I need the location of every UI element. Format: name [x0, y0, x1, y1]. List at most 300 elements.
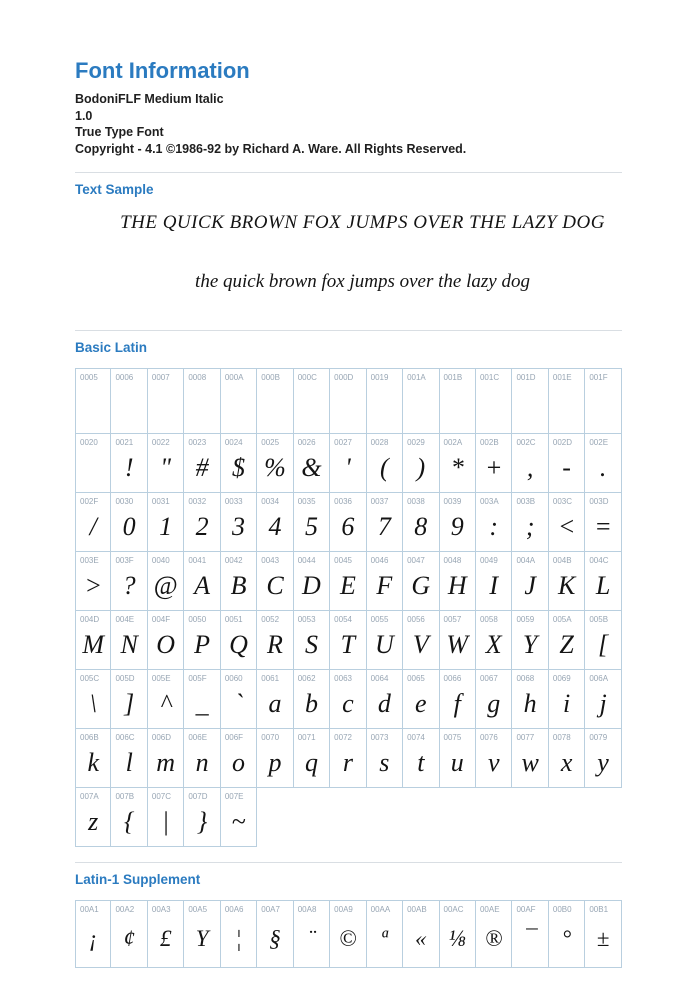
glyph-cell [440, 670, 476, 729]
glyph-char: 5 [304, 511, 318, 541]
glyph-code-label: 003E [80, 556, 99, 565]
glyph-char: % [264, 452, 286, 482]
glyph-cell [585, 670, 621, 729]
glyph-cell [184, 368, 220, 434]
glyph-cell [403, 434, 439, 493]
glyph-code-label: 0070 [261, 733, 280, 742]
glyph-char: § [269, 925, 281, 951]
glyph-code-label: 0050 [188, 615, 207, 624]
glyph-cell [330, 670, 366, 729]
glyph-code-label: 0053 [297, 615, 316, 624]
glyph-code-label: 005D [115, 674, 135, 683]
glyph-code-label: 0027 [334, 438, 352, 447]
glyph-char: T [340, 629, 356, 659]
glyph-code-label: 005E [151, 674, 171, 683]
glyph-cell [403, 729, 439, 788]
glyph-cell [184, 611, 220, 670]
glyph-cell [549, 368, 585, 434]
glyph-cell [184, 670, 220, 729]
glyph-cell [184, 900, 220, 968]
glyph-code-label: 003A [479, 497, 499, 506]
glyph-cell [476, 729, 512, 788]
glyph-code-label: 0060 [224, 674, 243, 683]
glyph-code-label: 0056 [407, 615, 425, 624]
glyph-cell [476, 900, 512, 968]
glyph-char: n [195, 747, 209, 777]
glyph-char: o [232, 747, 246, 777]
glyph-code-label: 006D [151, 733, 172, 742]
glyph-cell [585, 434, 621, 493]
glyph-code-label: 002F [80, 497, 99, 506]
glyph-code-label: 003F [115, 556, 134, 565]
glyph-code-label: 0073 [370, 733, 389, 742]
glyph-cell [148, 670, 184, 729]
glyph-code-label: 0005 [80, 373, 98, 382]
glyph-code-label: 0020 [80, 438, 98, 447]
glyph-char: © [339, 925, 357, 951]
glyph-code-label: 001C [479, 373, 500, 382]
glyph-cell [148, 368, 184, 434]
glyph-code-label: 0059 [516, 615, 535, 624]
glyph-char [111, 382, 146, 433]
glyph-code-label: 0006 [115, 373, 134, 382]
glyph-cell [75, 670, 111, 729]
glyph-char: K [557, 570, 576, 600]
glyph-cell [330, 729, 366, 788]
glyph-char: M [82, 629, 105, 659]
glyph-code-label: 004F [151, 615, 171, 624]
glyph-cell [294, 493, 330, 552]
glyph-cell [549, 493, 585, 552]
glyph-char: r [342, 747, 353, 777]
glyph-code-label: 0076 [479, 733, 498, 742]
glyph-code-label: 0024 [224, 438, 243, 447]
glyph-char: O [156, 629, 176, 659]
glyph-code-label: 0025 [261, 438, 280, 447]
glyph-char: £ [159, 925, 172, 951]
glyph-char: y [597, 747, 609, 777]
glyph-char: = [594, 511, 612, 541]
glyph-char: s [379, 747, 390, 777]
page-title: Font Information [75, 58, 250, 83]
glyph-cell [148, 900, 184, 968]
glyph-char [76, 447, 110, 492]
glyph-char: . [599, 452, 607, 482]
glyph-code-label: 0074 [407, 733, 425, 742]
glyph-code-label: 0043 [261, 556, 280, 565]
glyph-char: , [526, 452, 534, 482]
glyph-code-label: 000B [261, 373, 280, 382]
glyph-code-label: 0063 [334, 674, 352, 683]
glyph-code-label: 005F [188, 674, 207, 683]
glyph-char: / [89, 511, 97, 541]
glyph-char: : [489, 511, 499, 541]
glyph-code-label: 00AC [443, 905, 464, 914]
glyph-code-label: 003B [516, 497, 536, 506]
glyph-cell [221, 552, 257, 611]
glyph-char: ; [525, 511, 535, 541]
glyph-char: 6 [341, 511, 355, 541]
glyph-code-label: 0075 [443, 733, 462, 742]
font-type: True Type Font [75, 125, 164, 139]
glyph-cell [294, 611, 330, 670]
glyph-char: R [267, 629, 283, 659]
glyph-cell [148, 611, 184, 670]
glyph-cell [184, 493, 220, 552]
glyph-char: m [156, 747, 176, 777]
sample-uppercase: THE QUICK BROWN FOX JUMPS OVER THE LAZY DOG [120, 212, 605, 233]
glyph-cell [294, 368, 330, 434]
glyph-char: ^ [160, 688, 172, 718]
glyph-char: W [446, 629, 469, 659]
glyph-cell [111, 670, 147, 729]
glyph-char: d [377, 688, 391, 718]
glyph-cell [367, 368, 403, 434]
glyph-code-label: 006C [115, 733, 135, 742]
glyph-cell [221, 493, 257, 552]
glyph-code-label: 0062 [297, 674, 316, 683]
glyph-char: ¢ [123, 925, 135, 951]
glyph-code-label: 0045 [334, 556, 352, 565]
glyph-cell [294, 670, 330, 729]
glyph-code-label: 002E [589, 438, 609, 447]
glyph-code-label: 0046 [370, 556, 389, 565]
glyph-char: P [194, 629, 211, 659]
glyph-cell [148, 729, 184, 788]
glyph-char: L [595, 570, 611, 600]
glyph-cell [221, 670, 257, 729]
glyph-char [184, 382, 219, 433]
glyph-char: + [484, 452, 503, 482]
glyph-char: ¡ [88, 925, 98, 951]
glyph-cell [184, 434, 220, 493]
glyph-char: " [160, 452, 172, 482]
glyph-cell [75, 788, 111, 847]
glyph-cell [257, 900, 293, 968]
glyph-cell [75, 493, 111, 552]
glyph-code-label: 0042 [224, 556, 243, 565]
glyph-cell [512, 368, 548, 434]
glyph-code-label: 0021 [115, 438, 134, 447]
glyph-cell [111, 434, 147, 493]
glyph-code-label: 004B [552, 556, 572, 565]
section-divider [75, 862, 622, 863]
glyph-char: ( [380, 452, 389, 482]
glyph-cell [184, 788, 220, 847]
glyph-cell [512, 493, 548, 552]
glyph-char: g [487, 688, 501, 718]
glyph-code-label: 006F [224, 733, 244, 742]
glyph-char: ! [124, 452, 134, 482]
glyph-char [257, 382, 292, 433]
glyph-char: 3 [232, 511, 246, 541]
glyph-code-label: 00AE [479, 905, 500, 914]
glyph-cell [221, 611, 257, 670]
glyph-code-label: 007C [151, 792, 172, 801]
glyph-code-label: 0051 [224, 615, 243, 624]
font-version: 1.0 [75, 108, 93, 123]
glyph-cell [111, 900, 147, 968]
glyph-char [367, 382, 402, 433]
glyph-char [549, 382, 584, 433]
glyph-char: E [339, 570, 356, 600]
glyph-code-label: 000C [297, 373, 317, 382]
glyph-cell [75, 552, 111, 611]
glyph-char: Z [559, 629, 574, 659]
glyph-code-label: 005B [589, 615, 609, 624]
glyph-cell [330, 900, 366, 968]
glyph-char: z [88, 806, 99, 836]
section-divider [75, 330, 622, 331]
glyph-char: c [342, 688, 354, 718]
glyph-cell [257, 611, 293, 670]
glyph-cell [476, 552, 512, 611]
glyph-cell [111, 368, 147, 434]
glyph-cell [294, 729, 330, 788]
glyph-code-label: 00B0 [552, 905, 572, 914]
glyph-char: ® [484, 925, 503, 951]
glyph-cell [585, 368, 621, 434]
glyph-table-row [75, 788, 622, 847]
glyph-cell [440, 434, 476, 493]
glyph-cell [221, 434, 257, 493]
glyph-code-label: 0057 [443, 615, 462, 624]
glyph-table-row [75, 729, 622, 788]
glyph-char: ¦ [235, 925, 242, 951]
glyph-table-row [75, 611, 622, 670]
glyph-code-label: 0069 [552, 674, 571, 683]
glyph-char: C [266, 570, 284, 600]
glyph-char: V [412, 629, 429, 659]
glyph-char: v [487, 747, 500, 777]
glyph-code-label: 00A8 [297, 905, 317, 914]
glyph-code-label: 0023 [188, 438, 207, 447]
glyph-char: x [560, 747, 573, 777]
glyph-char: p [268, 747, 282, 777]
glyph-char: ? [122, 570, 136, 600]
glyph-code-label: 0058 [479, 615, 498, 624]
glyph-code-label: 0031 [151, 497, 170, 506]
glyph-code-label: 00A5 [188, 905, 208, 914]
glyph-code-label: 0033 [224, 497, 243, 506]
glyph-cell [440, 729, 476, 788]
glyph-char: A [194, 570, 211, 600]
section-divider [75, 172, 622, 173]
glyph-code-label: 00A6 [224, 905, 244, 914]
glyph-code-label: 0028 [370, 438, 389, 447]
glyph-cell [111, 788, 147, 847]
glyph-cell [257, 434, 293, 493]
glyph-cell [403, 493, 439, 552]
glyph-code-label: 0040 [151, 556, 170, 565]
glyph-code-label: 0007 [151, 373, 170, 382]
glyph-char [330, 382, 365, 433]
glyph-char: ¨ [307, 925, 316, 951]
glyph-char: l [125, 747, 133, 777]
glyph-char: F [376, 570, 393, 600]
glyph-cell [367, 611, 403, 670]
glyph-cell [257, 670, 293, 729]
glyph-char: ¯ [524, 925, 536, 951]
glyph-cell [367, 729, 403, 788]
glyph-cell [403, 368, 439, 434]
glyph-char: k [87, 747, 99, 777]
glyph-cell [111, 611, 147, 670]
glyph-cell [440, 493, 476, 552]
glyph-char: e [415, 688, 427, 718]
glyph-char: f [453, 688, 461, 718]
glyph-char: $ [232, 452, 246, 482]
glyph-code-label: 0065 [407, 674, 425, 683]
glyph-cell [512, 729, 548, 788]
glyph-cell [111, 729, 147, 788]
glyph-cell [75, 611, 111, 670]
glyph-code-label: 0079 [589, 733, 608, 742]
glyph-char: u [450, 747, 464, 777]
glyph-char: < [557, 511, 576, 541]
glyph-char: 9 [450, 511, 464, 541]
glyph-char: ~ [231, 806, 246, 836]
glyph-char: ⅛ [448, 925, 466, 951]
glyph-char [440, 382, 475, 433]
glyph-code-label: 003C [552, 497, 573, 506]
glyph-code-label: 0071 [297, 733, 316, 742]
glyph-code-label: 0066 [443, 674, 462, 683]
glyph-char: U [374, 629, 394, 659]
glyph-cell [585, 729, 621, 788]
glyph-code-label: 004C [589, 556, 609, 565]
glyph-char [221, 382, 256, 433]
glyph-char: S [304, 629, 318, 659]
glyph-char: 4 [268, 511, 282, 541]
glyph-cell [148, 788, 184, 847]
glyph-code-label: 0041 [188, 556, 207, 565]
glyph-code-label: 0049 [479, 556, 498, 565]
glyph-char: 1 [159, 511, 173, 541]
glyph-cell [111, 552, 147, 611]
glyph-code-label: 0038 [407, 497, 425, 506]
glyph-code-label: 006E [188, 733, 208, 742]
glyph-char: B [230, 570, 247, 600]
glyph-code-label: 00B1 [589, 905, 609, 914]
glyph-cell [184, 552, 220, 611]
glyph-char: [ [598, 629, 609, 659]
glyph-code-label: 001B [443, 373, 463, 382]
glyph-cell [512, 900, 548, 968]
glyph-char: ] [124, 688, 135, 718]
glyph-char [294, 382, 329, 433]
glyph-code-label: 0029 [407, 438, 425, 447]
glyph-code-label: 001F [589, 373, 608, 382]
glyph-cell [476, 611, 512, 670]
glyph-code-label: 006B [80, 733, 99, 742]
glyph-code-label: 004A [516, 556, 536, 565]
glyph-cell [294, 434, 330, 493]
glyph-code-label: 007A [80, 792, 99, 801]
glyph-code-label: 0047 [407, 556, 425, 565]
glyph-code-label: 0055 [370, 615, 389, 624]
glyph-char: I [489, 570, 499, 600]
glyph-cell [403, 900, 439, 968]
glyph-cell [549, 670, 585, 729]
glyph-cell [75, 729, 111, 788]
glyph-cell [549, 729, 585, 788]
glyph-char [403, 382, 438, 433]
glyph-char: 0 [122, 511, 136, 541]
glyph-char [476, 382, 511, 433]
glyph-cell [221, 368, 257, 434]
section-heading-latin1-supplement: Latin-1 Supplement [75, 872, 201, 887]
glyph-cell [221, 729, 257, 788]
glyph-cell [330, 493, 366, 552]
glyph-table-row [75, 434, 622, 493]
glyph-code-label: 0061 [261, 674, 280, 683]
glyph-char: { [123, 806, 135, 836]
glyph-code-label: 004D [80, 615, 100, 624]
glyph-char: _ [195, 688, 209, 718]
glyph-cell [367, 552, 403, 611]
glyph-table-row [75, 900, 622, 968]
glyph-char: ª [381, 925, 388, 951]
glyph-cell [257, 729, 293, 788]
glyph-code-label: 0037 [370, 497, 389, 506]
glyph-code-label: 0064 [370, 674, 389, 683]
glyph-code-label: 0048 [443, 556, 462, 565]
glyph-cell [184, 729, 220, 788]
glyph-char: \ [89, 688, 97, 718]
font-copyright: Copyright - 4.1 ©1986-92 by Richard A. Ware. All Rights Reserved. [75, 141, 467, 156]
glyph-char: - [562, 452, 571, 482]
glyph-code-label: 0052 [261, 615, 280, 624]
glyph-cell [476, 434, 512, 493]
glyph-code-label: 0019 [370, 373, 389, 382]
glyph-char [76, 382, 110, 433]
glyph-char: b [304, 688, 318, 718]
glyph-cell [585, 552, 621, 611]
glyph-cell [549, 900, 585, 968]
glyph-char: ° [562, 925, 572, 951]
glyph-cell [257, 552, 293, 611]
glyph-char: @ [153, 570, 178, 600]
glyph-code-label: 00A7 [261, 905, 280, 914]
glyph-cell [75, 434, 111, 493]
glyph-cell [111, 493, 147, 552]
glyph-code-label: 00AA [370, 905, 391, 914]
glyph-cell [585, 611, 621, 670]
glyph-cell [330, 552, 366, 611]
glyph-char: j [599, 688, 607, 718]
glyph-code-label: 002C [516, 438, 536, 447]
glyph-cell [549, 611, 585, 670]
glyph-char: a [268, 688, 282, 718]
glyph-char: Y [522, 629, 538, 659]
section-heading-text-sample: Text Sample [75, 182, 154, 197]
glyph-char: X [485, 629, 502, 659]
glyph-code-label: 000A [224, 373, 244, 382]
glyph-char: w [521, 747, 539, 777]
glyph-char: J [524, 570, 536, 600]
glyph-cell [330, 611, 366, 670]
glyph-code-label: 003D [589, 497, 609, 506]
glyph-cell [221, 900, 257, 968]
glyph-cell [440, 900, 476, 968]
glyph-char: N [120, 629, 138, 659]
glyph-code-label: 00A1 [80, 905, 99, 914]
glyph-code-label: 007D [188, 792, 208, 801]
glyph-code-label: 006A [589, 674, 609, 683]
latin1-supplement-table [75, 900, 622, 968]
glyph-code-label: 001A [407, 373, 426, 382]
